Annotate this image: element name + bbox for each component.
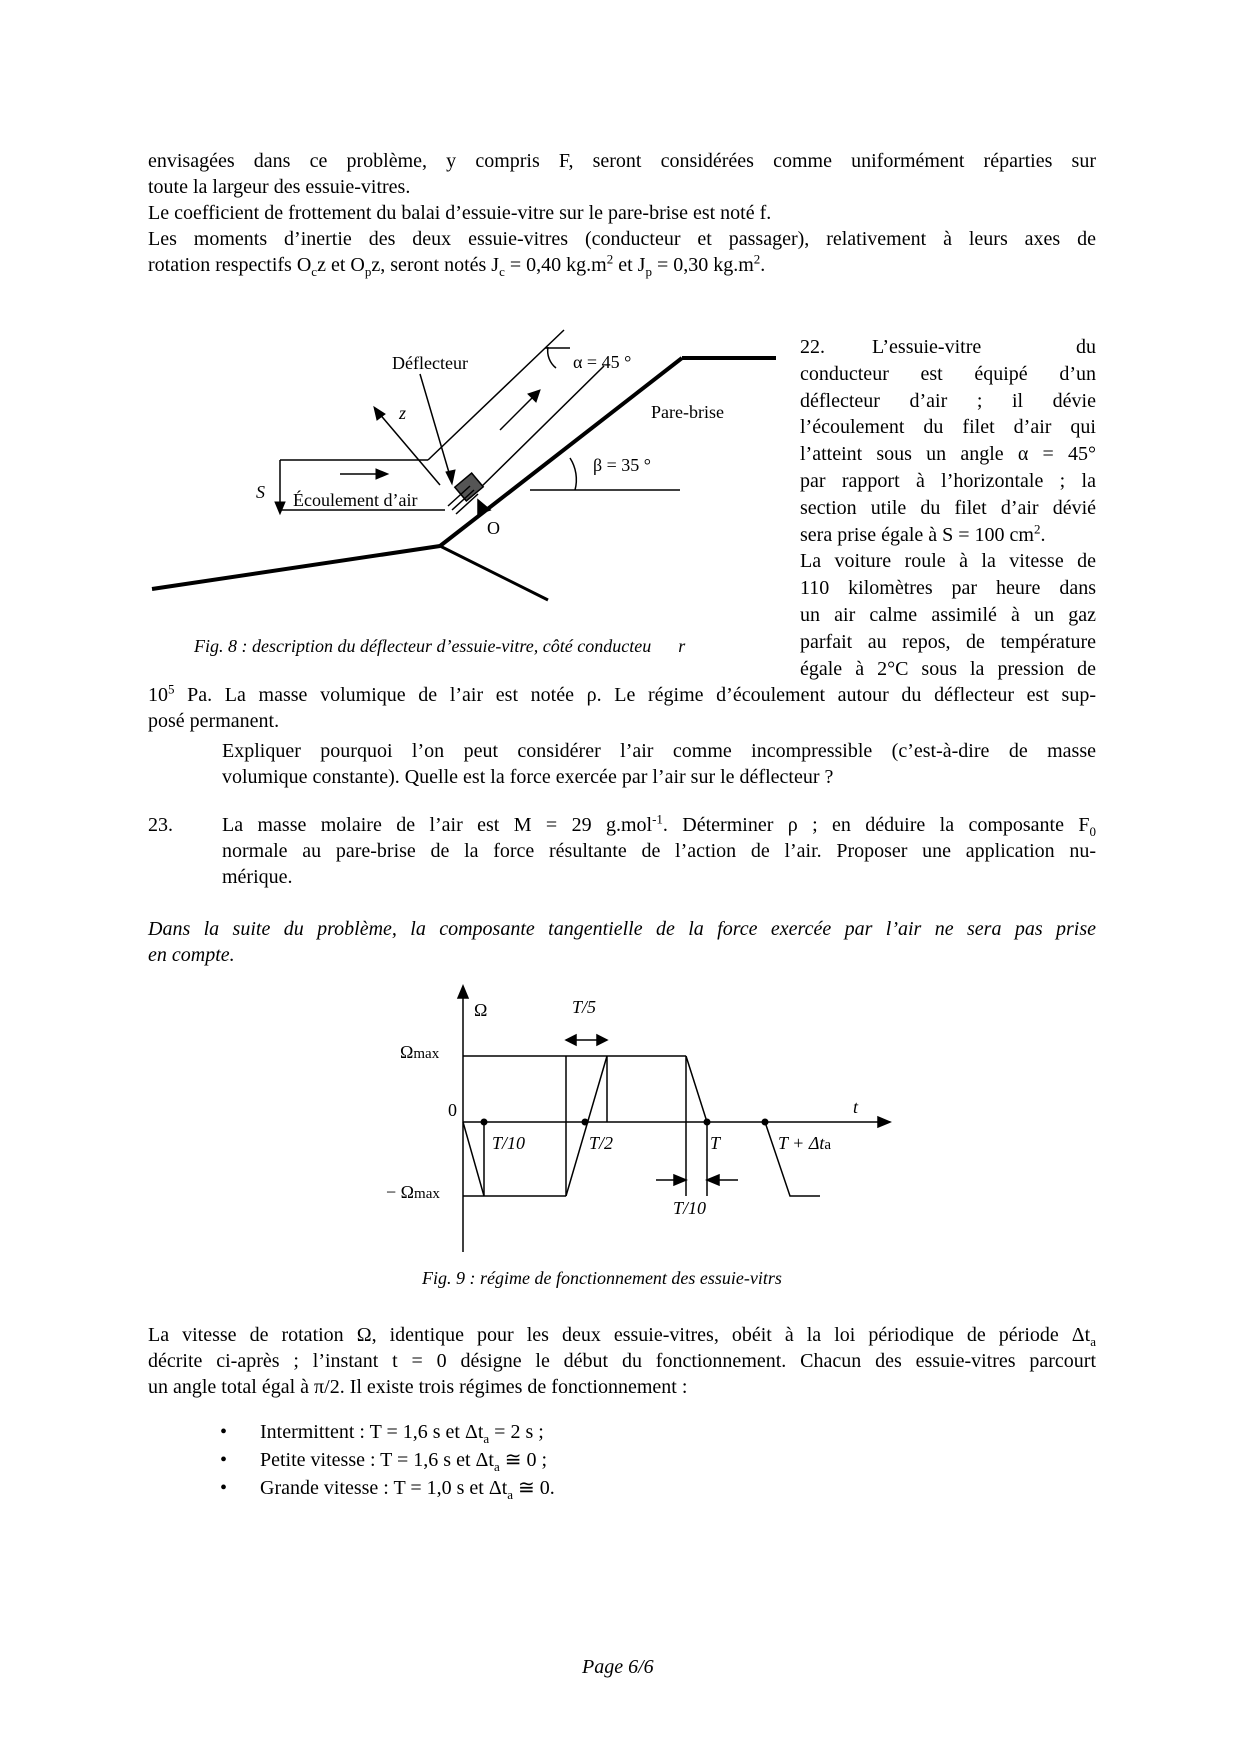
windshield-line — [440, 358, 682, 546]
fig8-label-ecoulement: Écoulement d’air — [293, 490, 418, 510]
intro-line-4: Les moments d’inertie des deux essuie-vitres (conducteur et passager), relativement à leurs axes de — [148, 228, 1096, 250]
intro-line-3: Le coefficient de frottement du balai d’essuie-vitre sur le pare-brise est noté f. — [148, 202, 772, 224]
q22-column: 22. L’essuie-vitre du conducteur est équipé d’un déflecteur d’air ; il dévie l’écoulement du filet d’air qui l’atteint sous un angle α = 45° par rapport à l’horizontale ; la section utile du filet d’air dévié sera prise égale à S = 100 $cm^2$. La voiture roule à la vitesse de 110 kilomètres par heure dans un air calme assimilé à un gaz parfait au repos, de température égale à 2°C sous la pression de — [800, 336, 1096, 680]
fig8-label-z: z — [399, 403, 407, 423]
fig9-label-zero: 0 — [448, 1100, 457, 1120]
q22-continuation: $10^5$ Pa. La masse volumique de l’air est notée ρ. Le régime d’écoulement autour du déflecteur est sup- posé permanent. — [148, 681, 1096, 732]
intro-line-2: toute la largeur des essuie-vitres. — [148, 176, 411, 198]
page-number: Page 6/6 — [582, 1656, 654, 1678]
q23-number: 23. — [148, 814, 173, 836]
lower-line — [440, 546, 548, 600]
fig9-label-omega: Ω — [474, 1000, 488, 1020]
rotation-paragraph: La vitesse de rotation Ω, identique pour les deux essuie-vitres, obéit à la loi périodique de période $\Delta t_a$ décrite ci-après ; l’instant t = 0 désigne le début du fonctionnement. Chacun des essuie-vitres parcourt un angle total égal à π/2. Il existe trois régimes de fonctionnement : — [148, 1324, 1096, 1398]
fig9-label-T: T — [710, 1133, 721, 1153]
q22-question: Expliquer pourquoi l’on peut considérer l’air comme incompressible (c’est-à-dire de masse volumique constante). Quelle est la force exercée par l’air sur le déflecteur ? — [222, 740, 1096, 788]
fig8-caption: Fig. 8 : description du déflecteur d’essuie-vitre, côté conducteu r — [194, 636, 686, 656]
fig8-label-beta: β = 35 ° — [593, 455, 652, 475]
q23-text: La masse molaire de l’air est M = 29 g.mol$^{-1}$. Déterminer ρ ; en déduire la composante $F_0$ normale au pare-brise de la force résultante de l’action de l’air. Proposer une application nu- mérique. — [222, 811, 1096, 888]
italic-note: Dans la suite du problème, la composante tangentielle de la force exercée par l’air ne sera pas prise en compte. — [148, 918, 1096, 966]
fig9-caption: Fig. 9 : régime de fonctionnement des essuie-vitrs — [422, 1268, 782, 1288]
fig8-label-o: O — [487, 518, 500, 538]
hood-line — [152, 546, 440, 589]
fig8-label-deflecteur: Déflecteur — [392, 353, 468, 373]
fig9-label-tdt: T + Δta — [778, 1133, 832, 1153]
fig9-label-t5: T/5 — [572, 997, 597, 1017]
intro-line-1: envisagées dans ce problème, y compris F, seront considérées comme uniformément réparties sur — [148, 150, 1096, 172]
fig9-label-t10b: T/10 — [673, 1198, 707, 1218]
fig8-label-alpha: α = 45 ° — [573, 352, 632, 372]
wiper-pivot — [448, 473, 490, 514]
fig9-label-t10: T/10 — [492, 1133, 526, 1153]
fig9-label-neg-omax: − Ωmax — [386, 1182, 440, 1202]
fig9-label-omax: Ωmax — [400, 1042, 440, 1062]
fig8-label-parebrise: Pare-brise — [651, 402, 724, 422]
fig9-label-t: t — [853, 1097, 859, 1117]
fig9-label-t2: T/2 — [589, 1133, 614, 1153]
fig8-label-s: S — [256, 482, 265, 502]
intro-line-5: rotation respectifs $O_cz$ et $O_pz$, seront notés $J_c = 0,40$ $kg.m^2$ et $J_p = 0,30$ $kg.m^2$. — [148, 251, 766, 279]
